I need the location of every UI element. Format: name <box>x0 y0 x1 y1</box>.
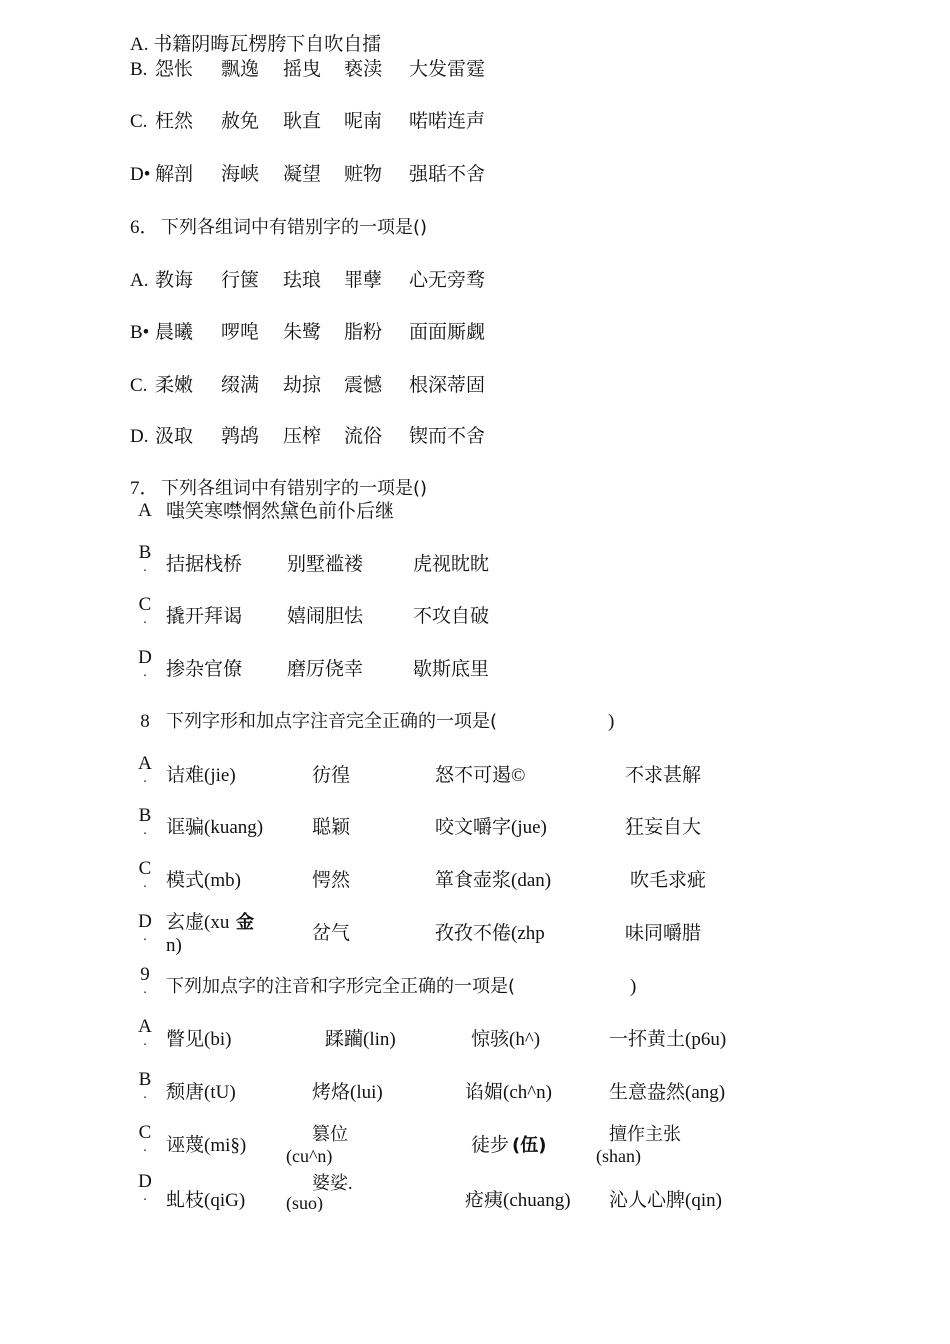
word: (伍) <box>512 1135 547 1156</box>
word: 沁人心脾(qin) <box>609 1190 722 1211</box>
word: 歇斯底里 <box>413 659 490 680</box>
word: 诘难(jie) <box>166 765 236 786</box>
word: 怨怅 <box>155 59 194 80</box>
option-label <box>137 753 153 786</box>
word: 劫掠 <box>283 375 322 396</box>
word: 吹毛求疵 <box>630 870 707 891</box>
word: 耿直 <box>283 111 322 132</box>
word: 飘逸 <box>221 59 260 80</box>
word: 惊骇(h^) <box>471 1029 541 1050</box>
option-label: A. <box>130 270 149 291</box>
word: 大发雷霆 <box>409 59 486 80</box>
label-dot: . <box>143 612 147 627</box>
number-dot: . <box>143 982 147 997</box>
word: 烤烙(lui) <box>312 1082 383 1103</box>
word: 枉然 <box>155 111 194 132</box>
word: 孜孜不倦(zhp <box>435 923 545 944</box>
label-dot: . <box>143 665 147 680</box>
word: 掺杂官僚 <box>166 659 243 680</box>
option-label <box>137 911 153 944</box>
word: n) <box>166 935 182 956</box>
label-letter: D <box>138 911 152 932</box>
question-text: 下列各组词中有错别字的一项是() <box>161 478 428 499</box>
word: 徒步 <box>471 1135 510 1156</box>
word: 虬枝(qiG) <box>166 1190 246 1211</box>
option-label: A <box>138 500 152 521</box>
word: 不攻自破 <box>413 606 490 627</box>
word: 味同嚼腊 <box>625 923 702 944</box>
word: 诓骗(kuang) <box>166 817 264 838</box>
word: 震憾 <box>344 375 383 396</box>
word: 呢南 <box>344 111 383 132</box>
option-label <box>137 594 153 627</box>
word: 解剖 <box>155 164 194 185</box>
word: 拮据栈桥 <box>166 554 243 575</box>
word: 擅作主张 <box>609 1124 681 1144</box>
word: 脂粉 <box>344 322 383 343</box>
word: 金 <box>236 912 254 933</box>
word: 朱鹭 <box>283 322 322 343</box>
word: 疮痍(chuang) <box>465 1190 571 1211</box>
answer-bracket-close: ) <box>608 711 615 732</box>
word: 彷徨 <box>312 765 351 786</box>
word: 瞥见(bi) <box>166 1029 232 1050</box>
word: 怒不可遏© <box>435 765 526 786</box>
label-letter: B <box>138 805 152 826</box>
label-letter: C <box>138 858 152 879</box>
label-dot: . <box>143 823 147 838</box>
option-text: 书籍阴晦瓦楞胯下自吹自擂 <box>153 34 382 55</box>
word: 嬉闹胆怯 <box>287 606 364 627</box>
label-dot: . <box>143 1087 147 1102</box>
word: 柔嫩 <box>155 375 194 396</box>
word: 赦免 <box>221 111 260 132</box>
word: 诬蔑(mi§) <box>166 1135 247 1156</box>
word: 锲而不舍 <box>409 426 486 447</box>
clipped-pinyin <box>286 1193 323 1212</box>
option-label: D. <box>130 426 149 447</box>
label-dot: . <box>143 876 147 891</box>
word: 心无旁骛 <box>409 270 486 291</box>
word: 啰唣 <box>221 322 260 343</box>
label-letter: A <box>138 1016 152 1037</box>
word: 汲取 <box>155 426 194 447</box>
option-label <box>137 1069 153 1102</box>
question-number: 6． <box>130 217 159 238</box>
word: 亵渎 <box>344 59 383 80</box>
word: 凝望 <box>283 164 322 185</box>
label-dot: . <box>143 560 147 575</box>
label-dot: . <box>143 771 147 786</box>
word: 生意盎然(ang) <box>609 1082 726 1103</box>
option-label: C. <box>130 375 148 396</box>
word: 喏喏连声 <box>409 111 486 132</box>
option-label <box>137 858 153 891</box>
word: (cu^n) <box>286 1146 333 1166</box>
word: 缀满 <box>221 375 260 396</box>
word: 箪食壶浆(dan) <box>435 870 552 891</box>
question-text: 下列各组词中有错别字的一项是() <box>161 217 428 238</box>
word: 强聒不舍 <box>409 164 486 185</box>
word: 流俗 <box>344 426 383 447</box>
label-dot: . <box>143 1189 147 1204</box>
question-number <box>137 964 153 997</box>
word: 不求甚解 <box>625 765 702 786</box>
label-letter: B <box>138 542 152 563</box>
option-label <box>137 647 153 680</box>
label-letter: B <box>138 1069 152 1090</box>
word: 婆娑. <box>312 1173 353 1193</box>
word: 海峡 <box>221 164 260 185</box>
word: 磨厉侥幸 <box>287 659 364 680</box>
question-number: 7． <box>130 478 159 499</box>
label-dot: . <box>143 929 147 944</box>
word: 岔气 <box>312 923 351 944</box>
option-label <box>137 1016 153 1049</box>
word: 别墅褴褛 <box>287 554 364 575</box>
label-letter: D <box>138 1171 152 1192</box>
q5-option-a <box>130 34 381 56</box>
word: 摇曳 <box>283 59 322 80</box>
option-label: C. <box>130 111 148 132</box>
word: 模式(mb) <box>166 870 241 891</box>
word: 一抔黄土(p6u) <box>609 1029 727 1050</box>
word: 篡位 <box>312 1124 348 1144</box>
label-dot: . <box>143 1034 147 1049</box>
label-dot: . <box>143 1140 147 1155</box>
option-label <box>137 542 153 575</box>
word: 聪颖 <box>312 817 351 838</box>
option-label: D• <box>130 164 151 185</box>
option-label <box>137 1122 153 1155</box>
word: 撬开拜谒 <box>166 606 243 627</box>
question-text: 下列字形和加点字注音完全正确的一项是( <box>166 711 498 732</box>
word: 鹑鸪 <box>221 426 260 447</box>
option-label <box>137 805 153 838</box>
word: 咬文嚼字(jue) <box>435 817 547 838</box>
word: 愕然 <box>312 870 351 891</box>
word: 虎视眈眈 <box>413 554 490 575</box>
answer-bracket-close: ) <box>630 976 637 997</box>
word: 狂妄自大 <box>625 817 702 838</box>
option-label: B• <box>130 322 150 343</box>
word: 珐琅 <box>283 270 322 291</box>
word: 压榨 <box>283 426 322 447</box>
option-label <box>137 1171 153 1204</box>
word: 颓唐(tU) <box>166 1082 236 1103</box>
word: 行箧 <box>221 270 260 291</box>
label-letter: C <box>138 1122 152 1143</box>
option-label: B. <box>130 59 148 80</box>
number-text: 9 <box>140 964 150 985</box>
word: 根深蒂固 <box>409 375 486 396</box>
word: 教诲 <box>155 270 194 291</box>
label-letter: A <box>138 753 152 774</box>
word: (shan) <box>596 1146 641 1166</box>
label-letter: D <box>138 647 152 668</box>
word: 晨曦 <box>155 322 194 343</box>
word: 赃物 <box>344 164 383 185</box>
word: 罪孽 <box>344 270 383 291</box>
word: 面面厮觑 <box>409 322 486 343</box>
word: (suo) <box>286 1193 323 1212</box>
word: 蹂躏(lin) <box>325 1029 396 1050</box>
option-label: A. <box>130 34 149 55</box>
word: 玄虚(xu <box>166 912 230 933</box>
word: 嗤笑寒噤惘然黛色前仆后继 <box>166 501 395 522</box>
question-number: 8 <box>140 711 150 732</box>
label-letter: C <box>138 594 152 615</box>
word: 谄媚(ch^n) <box>465 1082 553 1103</box>
question-text: 下列加点字的注音和字形完全正确的一项是( <box>166 976 516 997</box>
